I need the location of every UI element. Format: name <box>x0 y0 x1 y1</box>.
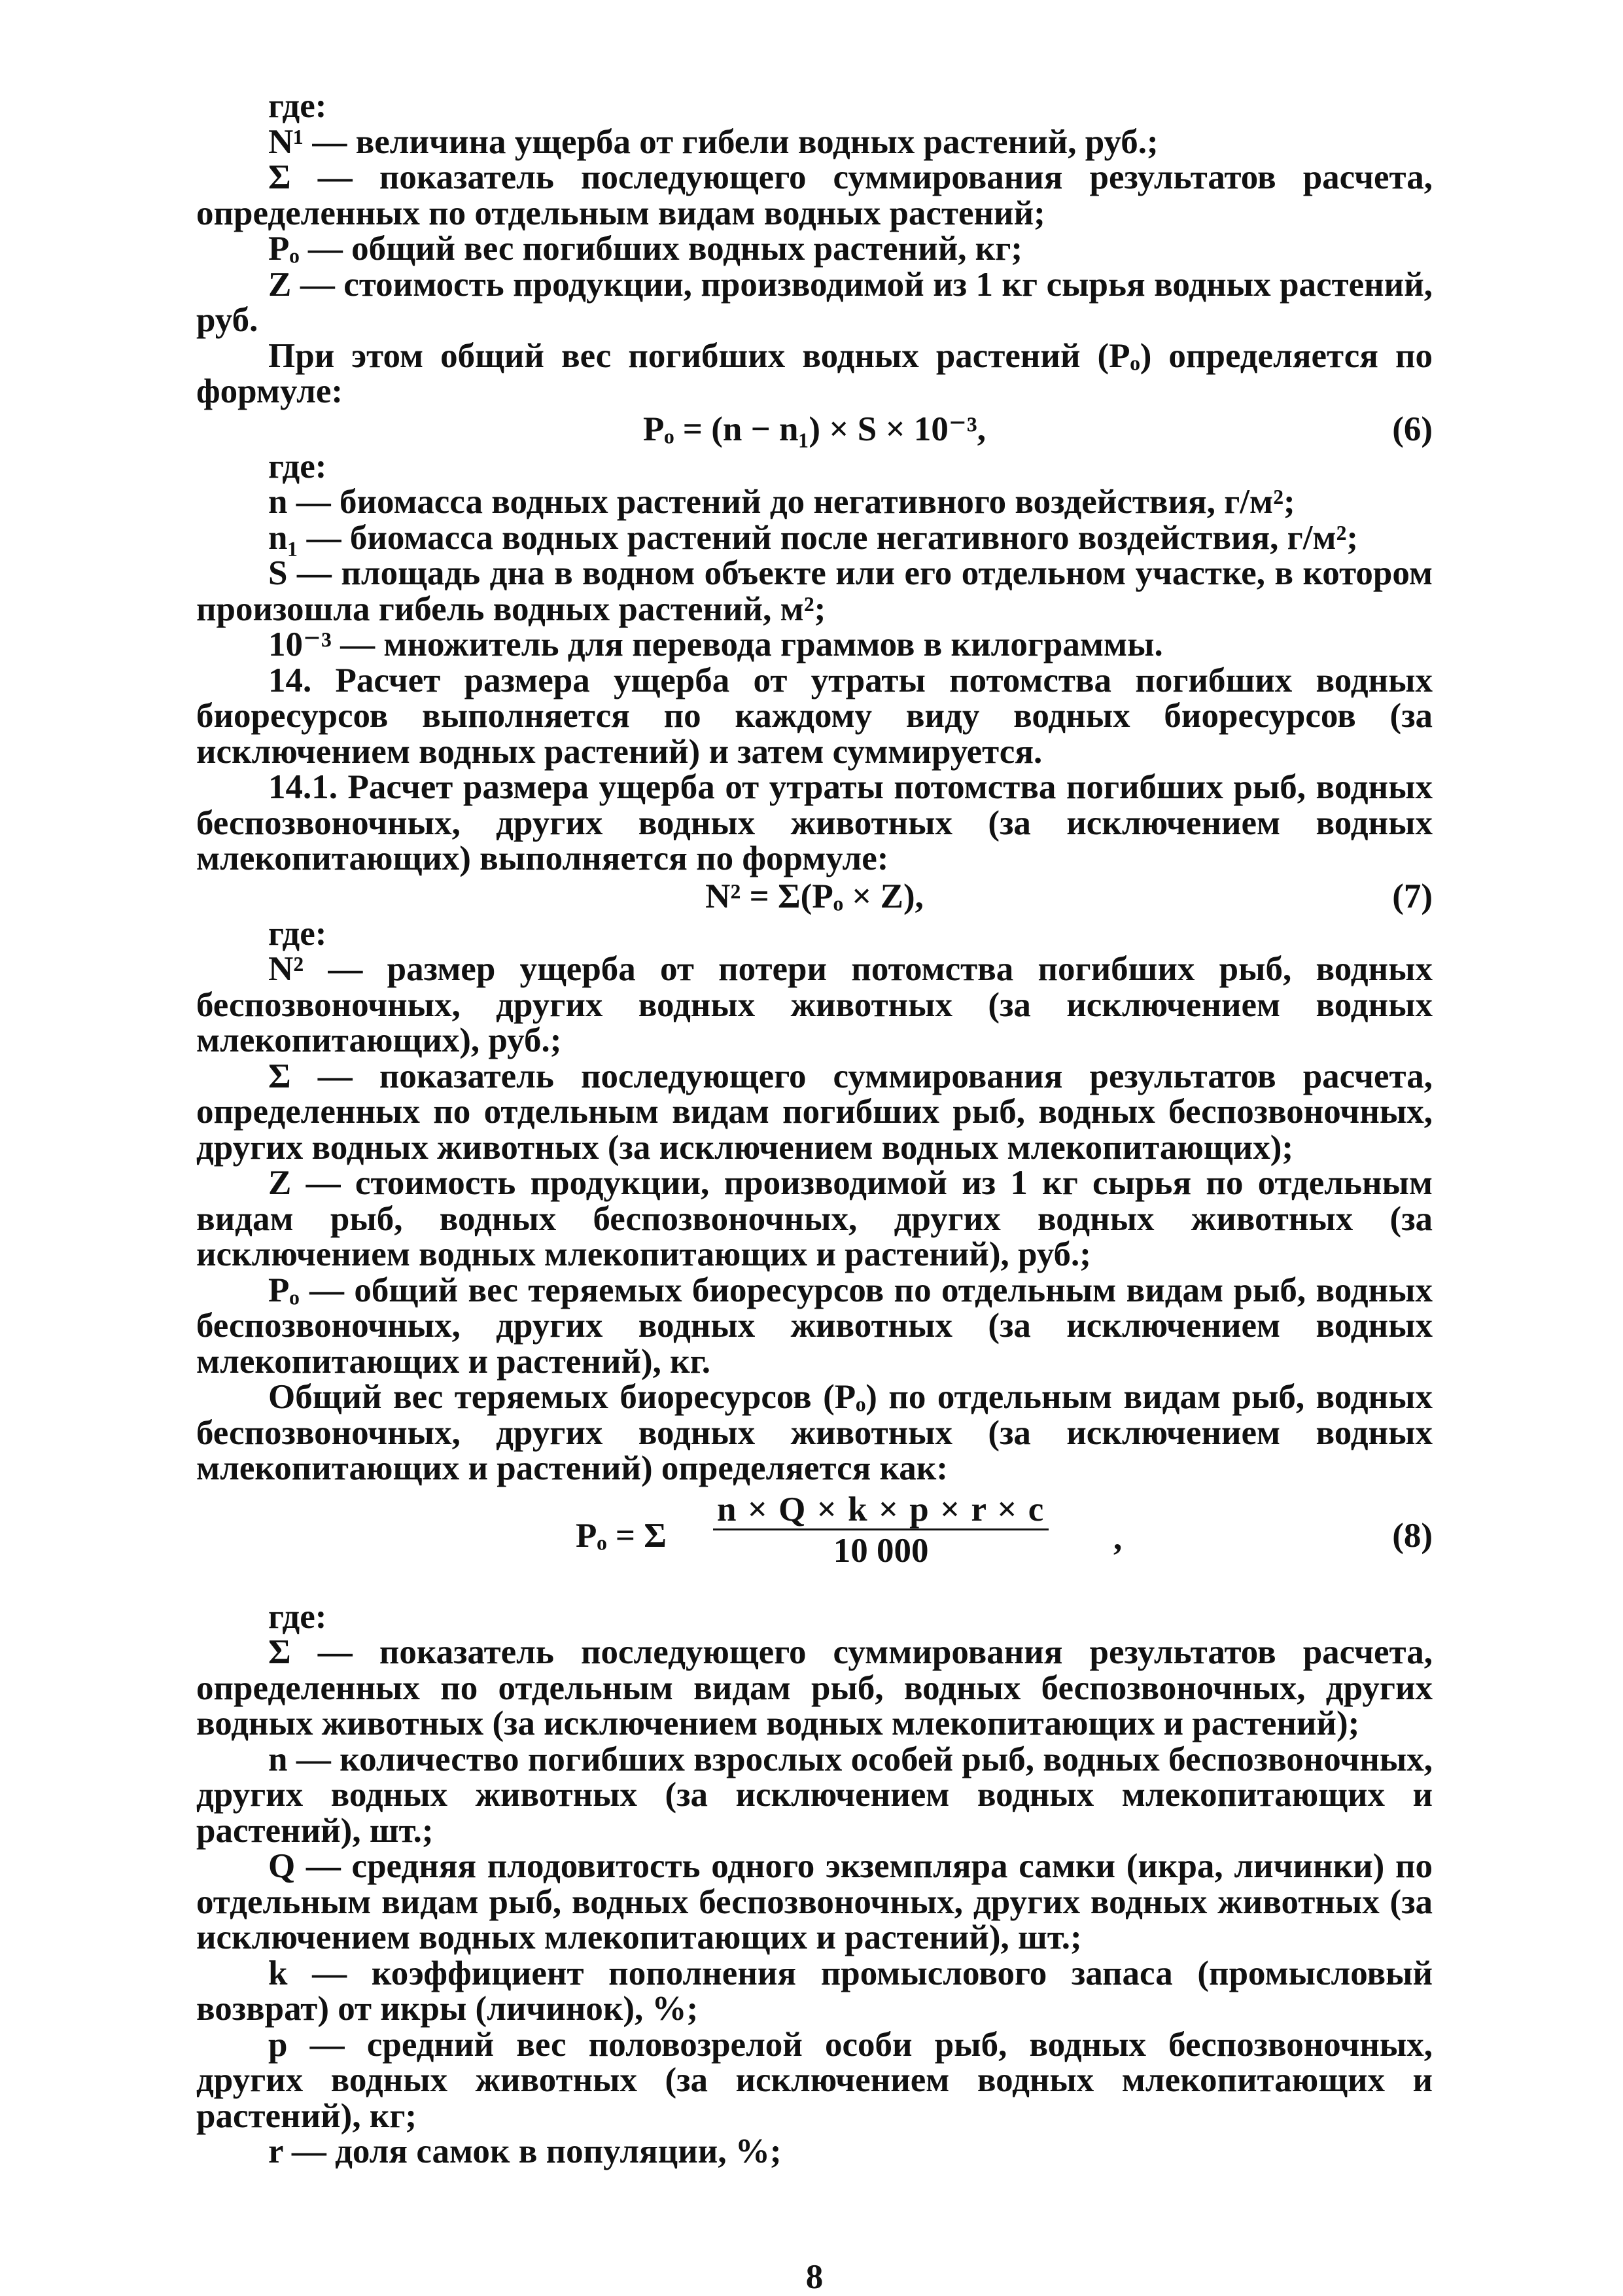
where-label: где: <box>268 87 327 125</box>
definition-sigma: Σ — показатель последующего суммирования результатов расчета, определенных по отдельным видам рыб, водных беспозвоночных, других водных животных (за исключением водных млекопитающих и растений); <box>196 1633 1433 1742</box>
definition-n1-biomass: n₁ — биомасса водных растений после негативного воздействия, г/м²; <box>268 518 1359 557</box>
formula-7-number: (7) <box>1392 877 1433 915</box>
fraction-bar <box>713 1528 1049 1530</box>
formula-8-numerator: n × Q × k × p × r × c <box>717 1490 1045 1528</box>
formula-8-fraction <box>713 1492 1049 1569</box>
formula-6-expression: Pₒ = (n − n₁) × S × 10⁻³, <box>642 410 986 448</box>
definition-s: S — площадь дна в водном объекте или его отдельном участке, в котором произошла гибель водных растений, м²; <box>196 554 1433 628</box>
formula-8-number: (8) <box>1392 1516 1433 1555</box>
definition-n1: N¹ — величина ущерба от гибели водных растений, руб.; <box>268 122 1159 161</box>
definition-n2: N² — размер ущерба от потери потомства погибших рыб, водных беспозвоночных, других водных животных (за исключением водных млекопитающих), руб.; <box>196 950 1433 1059</box>
definition-p: p — средний вес половозрелой особи рыб, водных беспозвоночных, других водных животных (за исключением водных млекопитающих и растений), кг; <box>196 2025 1433 2135</box>
where-label: где: <box>268 1597 327 1636</box>
document-page <box>196 87 1433 2296</box>
formula-6 <box>196 411 1433 448</box>
definition-n-count: n — количество погибших взрослых особей рыб, водных беспозвоночных, других водных животных (за исключением водных млекопитающих и растений), шт.; <box>196 1740 1433 1850</box>
definition-z: Z — стоимость продукции, производимой из 1 кг сырья по отдельным видам рыб, водных беспозвоночных, других водных животных (за исключением водных млекопитающих и растений), руб.; <box>196 1164 1433 1273</box>
paragraph-14-1: 14.1. Расчет размера ущерба от утраты потомства погибших рыб, водных беспозвоночных, других водных животных (за исключением водных млекопитающих) выполняется по формуле: <box>196 768 1433 877</box>
formula-8 <box>196 1492 1433 1590</box>
definition-multiplier: 10⁻³ — множитель для перевода граммов в килограммы. <box>268 626 1163 663</box>
page-number: 8 <box>805 2258 824 2296</box>
definition-k: k — коэффициент пополнения промыслового запаса (промысловый возврат) от икры (личинок), %; <box>196 1954 1433 2028</box>
where-label: где: <box>268 914 327 953</box>
definition-n: n — биомасса водных растений до негативного воздействия, г/м²; <box>268 483 1295 521</box>
formula-6-number: (6) <box>1392 410 1433 448</box>
definition-sigma: Σ — показатель последующего суммирования результатов расчета, определенных по отдельным видам водных растений; <box>196 158 1433 232</box>
definition-z: Z — стоимость продукции, производимой из 1 кг сырья водных растений, руб. <box>196 265 1433 339</box>
formula-8-comma: , <box>1113 1519 1123 1557</box>
formula-7-expression: N² = Σ(Pₒ × Z), <box>705 877 924 915</box>
definition-p0: Pₒ — общий вес погибших водных растений, кг; <box>268 230 1023 268</box>
paragraph-p0-formula-intro: При этом общий вес погибших водных растений (Pₒ) определяется по формуле: <box>196 336 1433 410</box>
definition-sigma: Σ — показатель последующего суммирования результатов расчета, определенных по отдельным видам погибших рыб, водных беспозвоночных, других водных животных (за исключением водных млекопитающих); <box>196 1057 1433 1167</box>
where-label: где: <box>268 447 327 486</box>
formula-8-denominator: 10 000 <box>833 1532 929 1570</box>
definition-r: r — доля самок в популяции, %; <box>268 2132 782 2170</box>
formula-8-lhs: Pₒ = Σ <box>576 1516 667 1555</box>
definition-p0: Pₒ — общий вес теряемых биоресурсов по отдельным видам рыб, водных беспозвоночных, других водных животных (за исключением водных млекопитающих и растений), кг. <box>196 1271 1433 1381</box>
formula-7 <box>196 878 1433 915</box>
paragraph-p0-intro: Общий вес теряемых биоресурсов (Pₒ) по отдельным видам рыб, водных беспозвоночных, других водных животных (за исключением водных млекопитающих и растений) определяется как: <box>196 1378 1433 1487</box>
definition-q: Q — средняя плодовитость одного экземпляра самки (икра, личинки) по отдельным видам рыб, водных беспозвоночных, других водных животных (за исключением водных млекопитающих и растений), шт.; <box>196 1847 1433 1956</box>
paragraph-14: 14. Расчет размера ущерба от утраты потомства погибших водных биоресурсов выполняется по каждому виду водных биоресурсов (за исключением водных растений) и затем суммируется. <box>196 661 1433 771</box>
